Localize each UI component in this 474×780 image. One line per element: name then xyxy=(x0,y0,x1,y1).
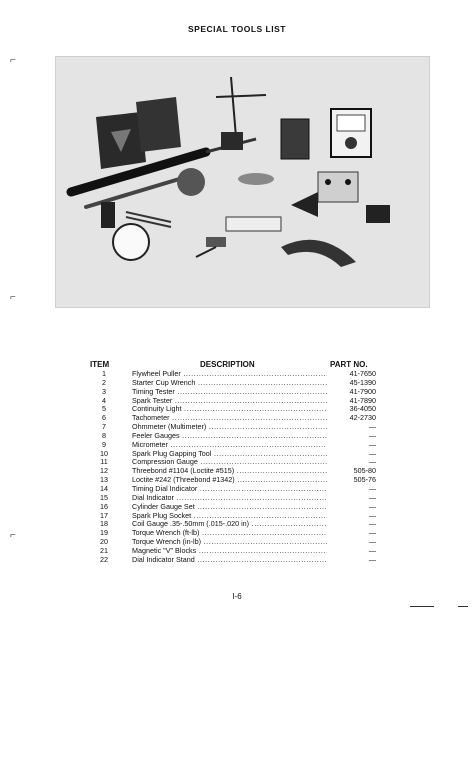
item-part-number: 41-7890 xyxy=(349,395,376,405)
item-description: Cylinder Gauge Set ..... xyxy=(132,503,327,512)
item-part-number: — xyxy=(368,448,376,458)
item-description: Dial Indicator ..... xyxy=(132,494,327,503)
item-number: 4 xyxy=(102,395,106,405)
table-row xyxy=(0,503,474,512)
item-number: 12 xyxy=(100,466,108,476)
item-number: 16 xyxy=(100,501,108,511)
item-number: 18 xyxy=(100,519,108,529)
item-number: 5 xyxy=(102,404,106,414)
item-part-number: — xyxy=(368,457,376,467)
binding-mark: ⌐ xyxy=(10,55,16,66)
table-row xyxy=(0,379,474,388)
table-row xyxy=(0,423,474,432)
item-number: 20 xyxy=(100,537,108,547)
table-row xyxy=(0,388,474,397)
item-description: Coil Gauge .35-.50mm (.015-.020 in) ..... xyxy=(132,520,327,529)
item-description: Spark Plug Gapping Tool ..... xyxy=(132,450,327,459)
item-description: Spark Plug Socket ..... xyxy=(132,512,327,521)
table-row xyxy=(0,485,474,494)
table-row xyxy=(0,538,474,547)
column-header-item: ITEM xyxy=(90,360,110,369)
item-number: 3 xyxy=(102,386,106,396)
table-row xyxy=(0,458,474,467)
binding-mark: ⌐ xyxy=(10,292,16,303)
table-row xyxy=(0,547,474,556)
item-description: Torque Wrench (ft-lb) ..... xyxy=(132,529,327,538)
item-part-number: — xyxy=(368,510,376,520)
item-number: 7 xyxy=(102,422,106,432)
binding-mark: ⌐ xyxy=(10,530,16,541)
item-number: 11 xyxy=(100,457,108,467)
item-part-number: 41-7900 xyxy=(349,386,376,396)
column-header-part-no: PART NO. xyxy=(330,360,368,369)
tools-table xyxy=(0,370,474,565)
item-description: Ohmmeter (Multimeter) ..... xyxy=(132,423,327,432)
item-part-number: 505-76 xyxy=(353,475,376,485)
item-description: Loctite #242 (Threebond #1342) ..... xyxy=(132,476,327,485)
item-number: 1 xyxy=(102,369,106,378)
item-part-number: — xyxy=(368,492,376,502)
tools-illustration xyxy=(56,57,429,307)
item-part-number: 45-1390 xyxy=(349,377,376,387)
item-part-number: 36-4050 xyxy=(349,404,376,414)
item-description: Feeler Gauges ..... xyxy=(132,432,327,441)
item-part-number: 42-2730 xyxy=(349,413,376,423)
table-row xyxy=(0,441,474,450)
item-part-number: — xyxy=(368,422,376,432)
item-number: 22 xyxy=(100,554,108,564)
item-number: 9 xyxy=(102,439,106,449)
flywheel-puller-graphic xyxy=(318,172,358,202)
table-row xyxy=(0,512,474,521)
item-part-number: — xyxy=(368,501,376,511)
tools-photo xyxy=(55,56,430,308)
item-part-number: — xyxy=(368,430,376,440)
item-number: 17 xyxy=(100,510,108,520)
margin-rule xyxy=(410,606,434,607)
table-row xyxy=(0,414,474,423)
item-description: Timing Tester ..... xyxy=(132,388,327,397)
item-description: Flywheel Puller ..... xyxy=(132,370,327,379)
item-description: Magnetic "V" Blocks ..... xyxy=(132,547,327,556)
column-header-description: DESCRIPTION xyxy=(200,360,255,369)
item-part-number: 505-80 xyxy=(353,466,376,476)
item-description: Spark Tester ..... xyxy=(132,397,327,406)
item-description: Compression Gauge ..... xyxy=(132,458,327,467)
item-number: 14 xyxy=(100,483,108,493)
table-row xyxy=(0,476,474,485)
page-number: I-6 xyxy=(232,592,242,601)
item-part-number: — xyxy=(368,528,376,538)
table-row xyxy=(0,370,474,379)
item-number: 19 xyxy=(100,528,108,538)
item-description: Starter Cup Wrench ..... xyxy=(132,379,327,388)
table-row xyxy=(0,494,474,503)
page-title: SPECIAL TOOLS LIST xyxy=(188,24,286,34)
item-description: Dial Indicator Stand ..... xyxy=(132,556,327,565)
table-row xyxy=(0,556,474,565)
item-part-number: 41-7650 xyxy=(349,369,376,378)
item-description: Threebond #1104 (Loctite #515) ..... xyxy=(132,467,327,476)
item-part-number: — xyxy=(368,439,376,449)
item-part-number: — xyxy=(368,545,376,555)
table-row xyxy=(0,450,474,459)
item-number: 2 xyxy=(102,377,106,387)
item-part-number: — xyxy=(368,519,376,529)
table-row xyxy=(0,405,474,414)
item-number: 21 xyxy=(100,545,108,555)
item-part-number: — xyxy=(368,483,376,493)
item-number: 13 xyxy=(100,475,108,485)
item-description: Continuity Light ..... xyxy=(132,405,327,414)
item-description: Timing Dial Indicator ..... xyxy=(132,485,327,494)
table-row xyxy=(0,529,474,538)
item-description: Tachometer ..... xyxy=(132,414,327,423)
item-number: 6 xyxy=(102,413,106,423)
table-row xyxy=(0,467,474,476)
table-row xyxy=(0,397,474,406)
item-number: 10 xyxy=(100,448,108,458)
table-row xyxy=(0,432,474,441)
table-row xyxy=(0,520,474,529)
margin-rule xyxy=(458,606,468,607)
item-number: 15 xyxy=(100,492,108,502)
item-part-number: — xyxy=(368,554,376,564)
item-description: Micrometer ..... xyxy=(132,441,327,450)
item-part-number: — xyxy=(368,537,376,547)
item-number: 8 xyxy=(102,430,106,440)
item-description: Torque Wrench (in-lb) ..... xyxy=(132,538,327,547)
